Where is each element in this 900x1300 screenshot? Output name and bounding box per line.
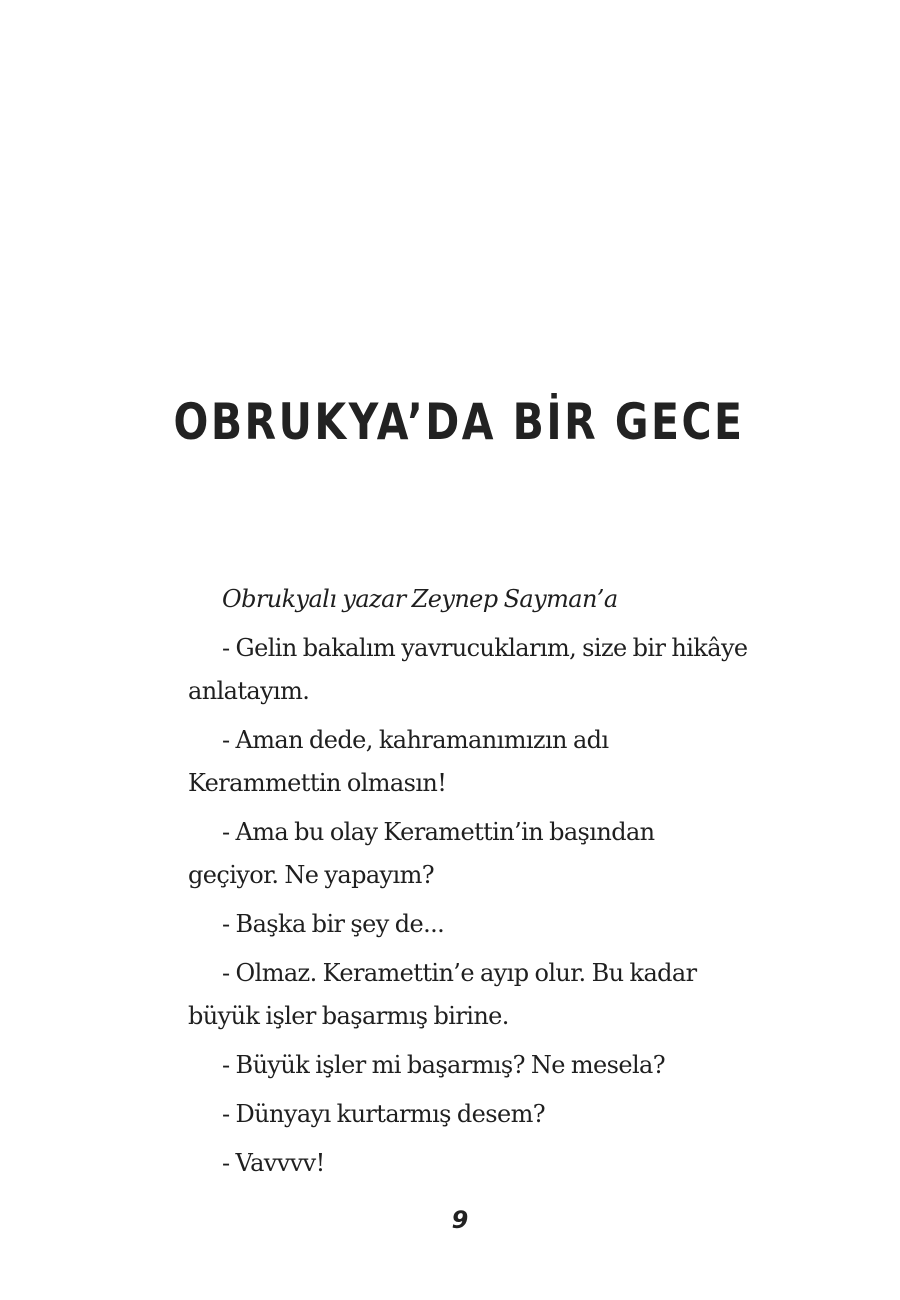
paragraph: - Dünyayı kurtarmış desem? [222, 1100, 546, 1128]
dedication: Obrukyalı yazar Zeynep Sayman’a [222, 585, 618, 613]
paragraph: - Vavvvv! [222, 1149, 325, 1177]
paragraph: - Olmaz. Keramettin’e ayıp olur. Bu kadar büyük işler başarmış birine. [188, 959, 697, 1030]
page-number: 9 [451, 1206, 469, 1234]
body-text [188, 578, 748, 1191]
paragraph: - Aman dede, kahramanımızın adı Kerammettin olmasın! [188, 726, 609, 797]
paragraph: - Gelin bakalım yavrucuklarım, size bir hikâye anlatayım. [188, 634, 748, 705]
paragraph: - Başka bir şey de... [222, 910, 445, 938]
paragraph: - Ama bu olay Keramettin’in başından geçiyor. Ne yapayım? [188, 818, 655, 889]
paragraph: - Büyük işler mi başarmış? Ne mesela? [222, 1051, 666, 1079]
chapter-title: OBRUKYA’DA BİR GECE [173, 393, 745, 451]
